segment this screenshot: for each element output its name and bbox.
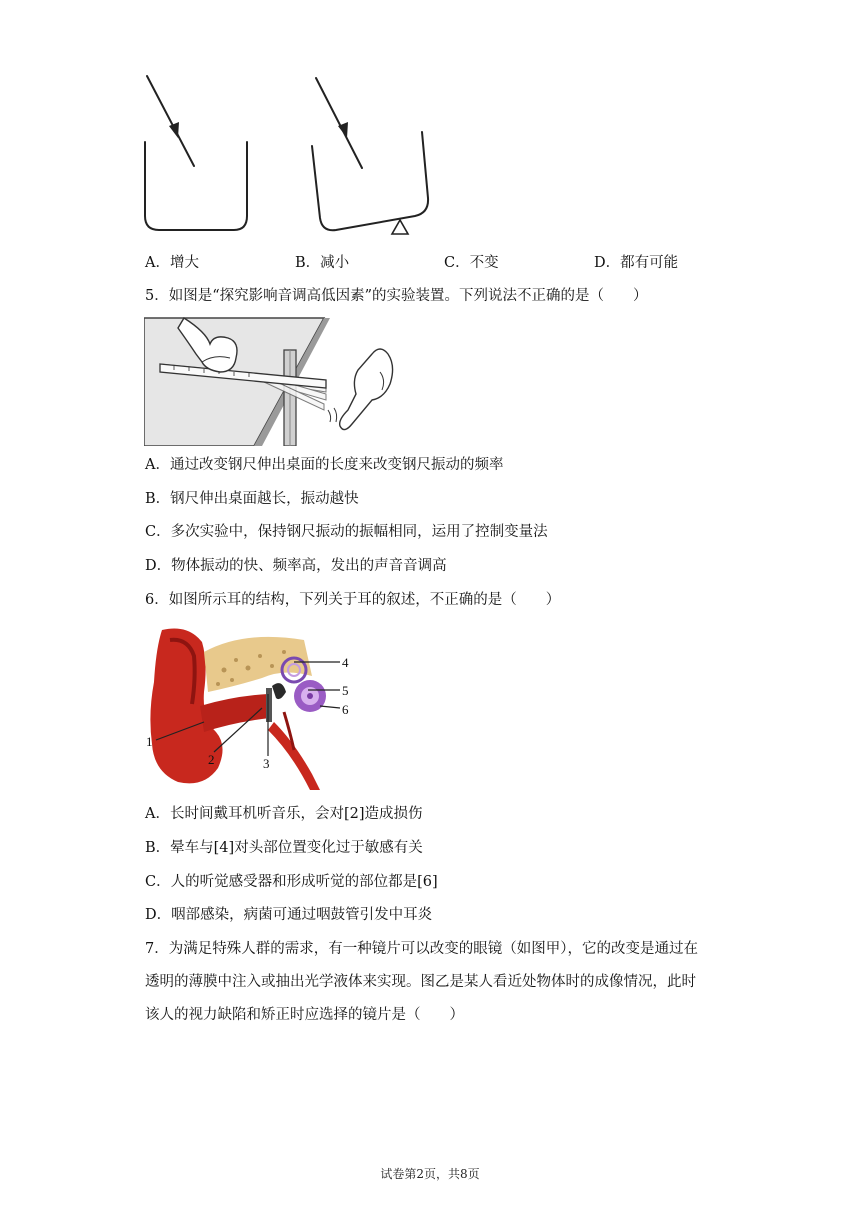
q4-option-b: B．减小 xyxy=(295,255,350,271)
ossicles xyxy=(272,683,286,699)
q4-figure xyxy=(140,70,440,242)
right-light-ray xyxy=(316,78,362,168)
left-container xyxy=(145,142,247,230)
q6-figure xyxy=(144,622,364,792)
q4-option-a: A．增大 xyxy=(145,255,199,271)
pivot-triangle xyxy=(392,220,408,234)
ear-label-5: 5 xyxy=(342,683,349,698)
left-arrowhead xyxy=(169,122,179,138)
q6-stem: 6．如图所示耳的结构，下列关于耳的叙述，不正确的是（ ） xyxy=(145,592,561,608)
q5-stem: 5．如图是“探究影响音调高低因素”的实验装置。下列说法不正确的是（ ） xyxy=(145,288,648,304)
ear-label-3: 3 xyxy=(263,756,270,771)
q6-option-c: C．人的听觉感受器和形成听觉的部位都是[6] xyxy=(145,874,438,890)
q5-option-a: A．通过改变钢尺伸出桌面的长度来改变钢尺振动的频率 xyxy=(145,457,504,473)
q5-option-d: D．物体振动的快、频率高，发出的声音音调高 xyxy=(145,558,447,574)
page-footer: 试卷第2页，共8页 xyxy=(380,1167,480,1181)
left-light-ray xyxy=(147,76,194,166)
q5-option-c: C．多次实验中，保持钢尺振动的振幅相同，运用了控制变量法 xyxy=(145,524,548,540)
q7-stem-line-3: 该人的视力缺陷和矫正时应选择的镜片是（ ） xyxy=(145,1007,464,1023)
ear-label-4: 4 xyxy=(342,655,349,670)
tympanic-membrane xyxy=(266,688,272,722)
ear-canal xyxy=(200,694,270,732)
q6-option-d: D．咽部感染，病菌可通过咽鼓管引发中耳炎 xyxy=(145,907,433,923)
q6-option-b: B．晕车与[4]对头部位置变化过于敏感有关 xyxy=(145,840,423,856)
q7-stem-line-2: 透明的薄膜中注入或抽出光学液体来实现。图乙是某人看近处物体时的成像情况，此时 xyxy=(145,974,696,990)
right-container xyxy=(312,132,428,230)
q6-option-a: A．长时间戴耳机听音乐，会对[2]造成损伤 xyxy=(145,806,423,822)
q4-option-c: C．不变 xyxy=(444,255,499,271)
q5-figure xyxy=(144,314,414,446)
ear-label-6: 6 xyxy=(342,702,349,717)
q7-stem-line-1: 7．为满足特殊人群的需求，有一种镜片可以改变的眼镜（如图甲），它的改变是通过在 xyxy=(145,941,698,957)
q4-option-d: D．都有可能 xyxy=(594,255,679,271)
ear-label-1: 1 xyxy=(146,734,153,749)
q5-option-b: B．钢尺伸出桌面越长，振动越快 xyxy=(145,491,359,507)
ear-label-2: 2 xyxy=(208,752,215,767)
eustachian-tube xyxy=(268,722,320,790)
